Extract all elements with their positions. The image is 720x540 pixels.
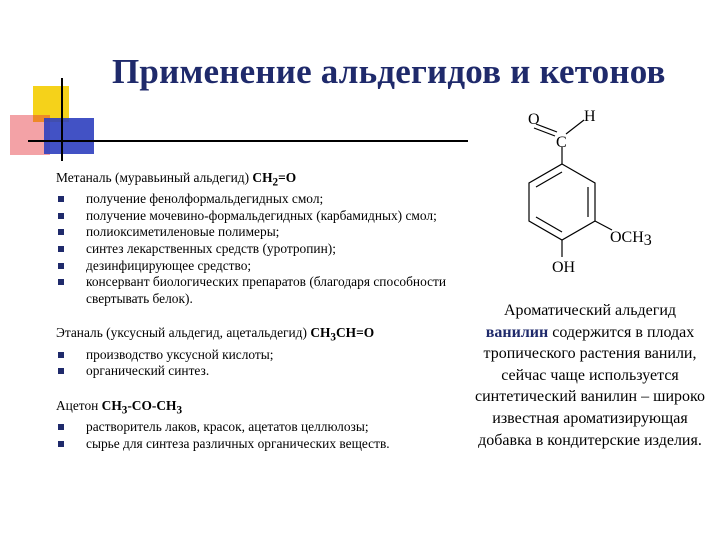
use-item: сырье для синтеза различных органических веществ. xyxy=(56,436,456,453)
compound-heading xyxy=(56,398,456,419)
formula-subscript: 3 xyxy=(176,404,183,417)
page-title: Применение альдегидов и кетонов xyxy=(112,52,666,91)
methoxy-main: OCH xyxy=(610,229,644,246)
compound-section xyxy=(56,398,456,452)
methoxy-label xyxy=(610,229,652,249)
methoxy-sub: 3 xyxy=(643,232,652,249)
carbon-label: C xyxy=(556,134,567,151)
use-list xyxy=(56,347,456,380)
formula-subscript: 3 xyxy=(330,332,336,345)
vanillin-description xyxy=(472,300,708,451)
use-list xyxy=(56,191,456,307)
compound-name: Этаналь (уксусный альдегид, ацетальдегид) xyxy=(56,325,311,341)
formula-part: CH xyxy=(101,397,122,413)
compound-heading xyxy=(56,170,456,191)
compound-formula xyxy=(101,397,183,417)
use-item: полиоксиметиленовые полимеры; xyxy=(56,224,456,241)
vanillin-structure xyxy=(500,100,700,275)
compound-section xyxy=(56,170,456,307)
description-start: Ароматический альдегид xyxy=(503,302,677,319)
hydroxyl-label: OH xyxy=(552,259,576,275)
formula-part: CH xyxy=(310,325,331,341)
oxygen-label: O xyxy=(528,111,540,128)
formula-subscript: 2 xyxy=(272,176,279,189)
deco-blue-square xyxy=(44,118,94,154)
compound-heading xyxy=(56,325,456,346)
use-item: получение фенолформальдегидных смол; xyxy=(56,191,456,208)
compound-name: Ацетон xyxy=(56,397,102,413)
description-end: содержится в плодах тропического растения ванили, сейчас чаще используется синтетический ванилин – широко известная ароматизирующая добавка в кондитерские изделия. xyxy=(475,323,705,449)
deco-horizontal-line xyxy=(28,140,468,142)
compound-section xyxy=(56,325,456,379)
use-item: консервант биологических препаратов (благодаря способности свертывать белок). xyxy=(56,274,456,307)
use-item: дезинфицирующее средство; xyxy=(56,258,456,275)
use-item: получение мочевино-формальдегидных (карбамидных) смол; xyxy=(56,208,456,225)
use-item: синтез лекарственных средств (уротропин); xyxy=(56,241,456,258)
formula-subscript: 3 xyxy=(121,404,128,417)
formula-part: CH xyxy=(252,170,273,185)
hydrogen-label: H xyxy=(584,108,596,125)
compound-name: Метаналь (муравьиный альдегид) xyxy=(56,170,253,185)
deco-vertical-line xyxy=(61,78,63,161)
use-item: органический синтез. xyxy=(56,363,456,380)
use-list xyxy=(56,419,456,452)
formula-part: -CO-CH xyxy=(127,397,177,413)
use-item: производство уксусной кислоты; xyxy=(56,347,456,364)
formula-part: CH=O xyxy=(335,325,375,341)
vanillin-term: ванилин xyxy=(485,323,549,341)
compound-formula xyxy=(310,325,375,345)
formula-part: =O xyxy=(278,170,297,185)
use-item: растворитель лаков, красок, ацетатов целлюлозы; xyxy=(56,419,456,436)
applications-list xyxy=(56,170,456,470)
compound-formula xyxy=(252,170,297,189)
